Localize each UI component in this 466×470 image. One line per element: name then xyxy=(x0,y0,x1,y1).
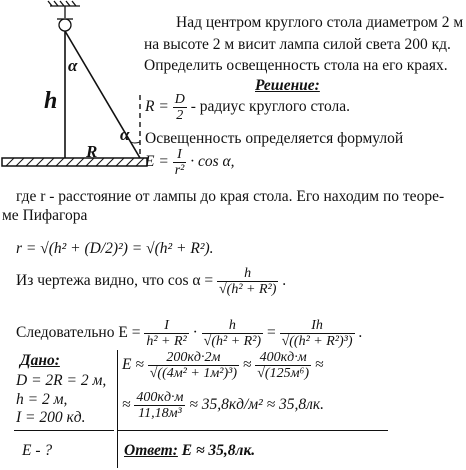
label-alpha-right: α xyxy=(120,125,130,144)
problem-line-3: Определить освещенность стола на его краях. xyxy=(144,57,448,74)
radius-num: D xyxy=(174,92,185,107)
therefore-frac-2 xyxy=(202,318,263,349)
calc-frac-1 xyxy=(148,350,239,381)
e-den: r² xyxy=(174,163,185,178)
calc-line-1 xyxy=(122,350,323,381)
radius-text: - радиус круглого стола. xyxy=(190,98,351,116)
label-h: h xyxy=(44,88,58,114)
calc-f1-num: 200кд·2м xyxy=(166,350,221,365)
answer xyxy=(124,442,255,460)
cos-num: h xyxy=(244,266,252,281)
calc-line-2 xyxy=(122,390,324,421)
t-num1: I xyxy=(164,318,169,333)
therefore-frac-3 xyxy=(280,318,355,349)
cos-text: Из чертежа видно, что cos α = xyxy=(16,272,214,290)
calc-f2-den: √(125м⁶) xyxy=(257,366,310,381)
e-fraction xyxy=(173,147,187,178)
calc-frac-3 xyxy=(134,390,185,421)
label-R: R xyxy=(86,142,98,161)
t-den2: √(h² + R²) xyxy=(203,334,262,349)
problem-line-1: Над центром круглого стола диаметром 2 м xyxy=(176,14,464,31)
given-vertical-divider xyxy=(117,350,118,468)
therefore-frac-1 xyxy=(144,318,188,349)
calc-result: ≈ 35,8кд/м² ≈ 35,8лк. xyxy=(189,396,325,414)
table-top xyxy=(2,158,147,166)
radius-lhs: R = xyxy=(145,98,169,116)
problem-line-2: на высоте 2 м висит лампа силой света 200 кд. xyxy=(144,36,451,53)
calc-approx-1: ≈ xyxy=(242,356,252,374)
t-den3: √((h² + R²)³) xyxy=(281,334,353,349)
ceiling-mount xyxy=(48,1,80,18)
calc-f3-den: 11,18м³ xyxy=(134,405,185,421)
t-eq: = xyxy=(266,324,276,342)
therefore-formula: Следовательно E = $\frac{I}{\text{h² + R²}}$ · $\frac{h}{\text{√(h² + R²)}}$ = $\frac{Ih}{\text{√((h² + R²)³)}}$ . xyxy=(16,318,363,349)
calc-f3-num: 400кд·м xyxy=(136,390,184,405)
cos-formula xyxy=(16,266,286,297)
illum-text: Освещенность определяется формулой xyxy=(145,130,404,147)
given-title: Дано: xyxy=(20,352,60,369)
given-divider xyxy=(14,430,114,431)
given-line-2: h = 2 м, xyxy=(16,391,68,408)
radius-fraction xyxy=(173,92,187,123)
r-def-line-1: где r - расстояние от лампы до края стола. Его находим по теоре- xyxy=(16,188,445,205)
calc-frac-2 xyxy=(255,350,311,381)
solution-heading: Решение: xyxy=(255,77,320,94)
r-def-line-2: ме Пифагора xyxy=(2,207,88,224)
given-line-1: D = 2R = 2 м, xyxy=(16,372,107,389)
cos-den: √(h² + R²) xyxy=(218,282,277,297)
calc-lead: ≈ xyxy=(122,396,131,414)
calc-f1-den: √((4м² + 1м²)³) xyxy=(149,366,237,381)
t-num3: Ih xyxy=(311,318,323,333)
therefore-text: Следовательно E = xyxy=(16,324,141,342)
cos-end: . xyxy=(282,272,287,290)
t-end: . xyxy=(358,324,363,342)
t-den1: h² + R² xyxy=(146,334,187,349)
calc-divider xyxy=(118,430,388,431)
calc-approx-2: ≈ xyxy=(314,356,324,374)
e-rhs: · cos α, xyxy=(190,153,235,171)
calc-f2-num: 400кд·м xyxy=(259,350,307,365)
e-num: I xyxy=(177,147,182,162)
cos-fraction xyxy=(217,266,278,297)
given-line-3: I = 200 кд. xyxy=(16,409,86,426)
label-alpha-top: α xyxy=(68,56,78,75)
lamp-icon xyxy=(57,19,73,31)
e-formula xyxy=(145,147,235,178)
given-find: E - ? xyxy=(22,442,53,459)
radius-formula xyxy=(145,92,350,123)
calc-lhs: E ≈ xyxy=(122,356,144,374)
answer-value: E ≈ 35,8лк. xyxy=(181,442,256,459)
t-num2: h xyxy=(228,318,236,333)
answer-label: Ответ: xyxy=(124,442,178,459)
e-lhs: E = xyxy=(145,153,169,171)
radius-den: 2 xyxy=(173,107,187,123)
r-formula: r = √(h² + (D/2)²) = √(h² + R²). xyxy=(16,240,214,257)
